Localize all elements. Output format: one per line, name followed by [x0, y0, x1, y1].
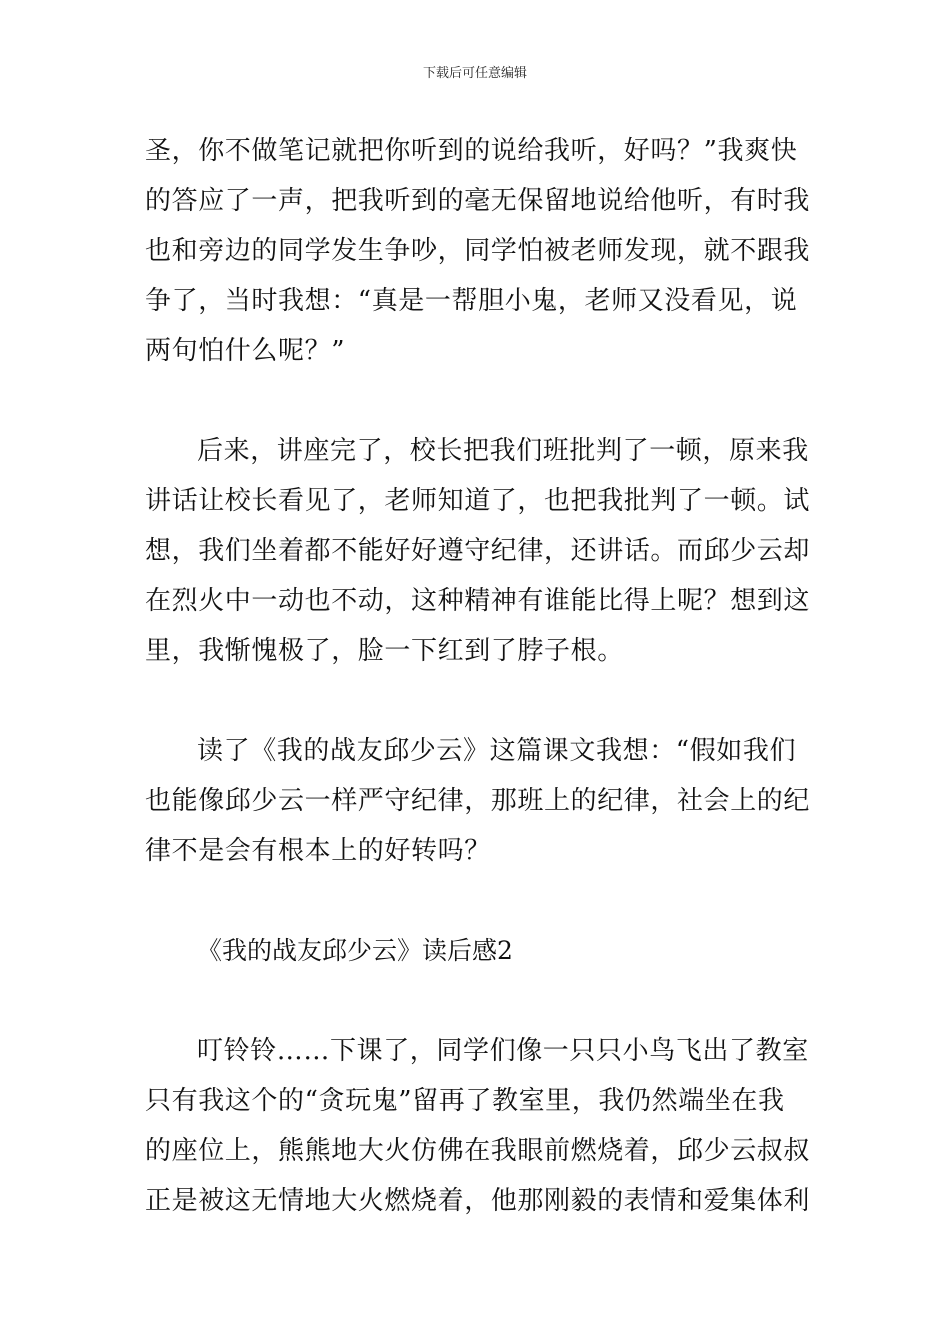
text-line: 读了《我的战友邱少云》这篇课文我想：“假如我们	[197, 736, 797, 766]
paragraph-spacer	[145, 876, 810, 926]
text-line: 的座位上，熊熊地大火仿佛在我眼前燃烧着，邱少云叔叔	[145, 1136, 811, 1166]
paragraph-spacer	[145, 376, 810, 426]
text-line: 里，我惭愧极了，脸一下红到了脖子根。	[145, 636, 624, 666]
text-line: 在烈火中一动也不动，这种精神有谁能比得上呢？想到这	[145, 586, 811, 616]
text-line: 讲话让校长看见了，老师知道了，也把我批判了一顿。试	[145, 486, 811, 516]
text-line: 叮铃铃……下课了，同学们像一只只小鸟飞出了教室	[197, 1036, 809, 1066]
text-line: 也和旁边的同学发生争吵，同学怕被老师发现，就不跟我	[145, 236, 811, 266]
paragraph	[145, 426, 810, 676]
text-line: 正是被这无情地大火燃烧着，他那刚毅的表情和爱集体利	[145, 1186, 811, 1216]
page-header: 下载后可任意编辑	[422, 66, 527, 81]
text-line: 两句怕什么呢？”	[145, 336, 346, 366]
text-line: 争了，当时我想：“真是一帮胆小鬼，老师又没看见，说	[145, 286, 798, 316]
section-title: 《我的战友邱少云》读后感2	[197, 936, 513, 965]
text-line: 后来，讲座完了，校长把我们班批判了一顿，原来我	[197, 436, 809, 466]
text-line: 圣，你不做笔记就把你听到的说给我听，好吗？”我爽快	[145, 136, 798, 166]
text-line: 也能像邱少云一样严守纪律，那班上的纪律，社会上的纪	[145, 786, 811, 816]
paragraph	[145, 726, 810, 876]
text-line: 想，我们坐着都不能好好遵守纪律，还讲话。而邱少云却	[145, 536, 811, 566]
document-body	[145, 126, 810, 1226]
paragraph-spacer	[145, 676, 810, 726]
text-line: 只有我这个的“贪玩鬼”留再了教室里，我仍然端坐在我	[145, 1086, 785, 1116]
text-line: 的答应了一声，把我听到的毫无保留地说给他听，有时我	[145, 186, 811, 216]
paragraph-spacer	[145, 976, 810, 1026]
text-line: 律不是会有根本上的好转吗？	[145, 836, 491, 866]
paragraph	[145, 1026, 810, 1226]
paragraph	[145, 126, 810, 376]
